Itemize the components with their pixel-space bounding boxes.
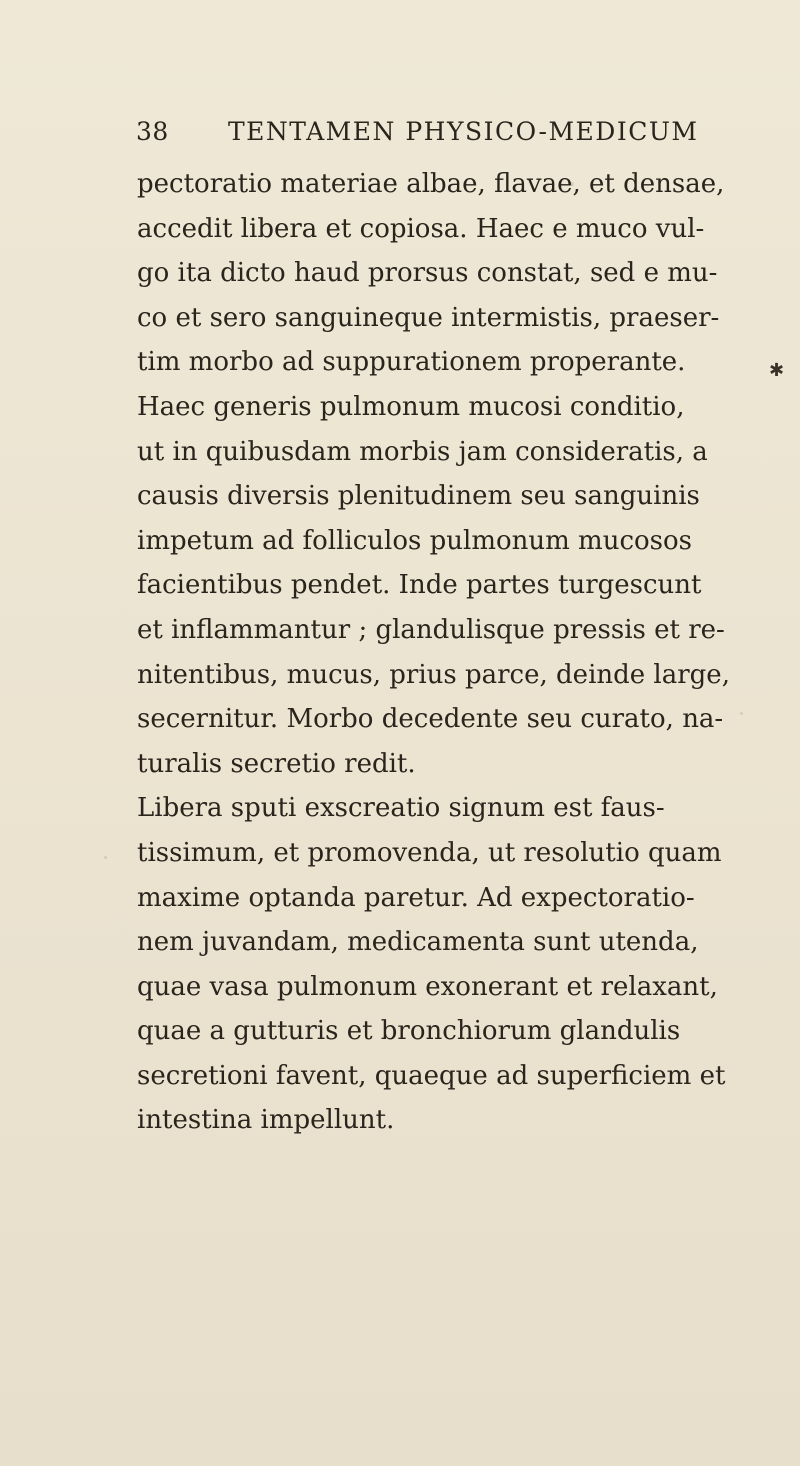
running-title: TENTAMEN PHYSICO-MEDICUM <box>228 117 699 146</box>
body-text: pectoratio materiae albae, flavae, et densae, accedit libera et copiosa. Haec e muco vul- go ita dicto haud prorsus constat, sed e mu- co et sero sanguineque intermistis, praeser- tim morbo ad suppurationem properante. Haec generis pulmonum mucosi conditio, ut in quibusdam morbis jam consideratis, a causis diversis plenitudinem seu sanguinis impetum ad folliculos pulmonum mucosos facientibus pendet. Inde partes turgescunt et inflammantur ; glandulisque pressis et re- nitentibus, mucus, prius parce, deinde large, secernitur. Morbo decedente seu curato, na- turalis secretio redit. Libera sputi exscreatio signum est faus- tissimum, et promovenda, ut resolutio quam maxime optanda paretur. Ad expectoratio- nem juvandam, medicamenta sunt utenda, quae vasa pulmonum exonerant et relaxant, quae a gutturis et bronchiorum glandulis secretioni favent, quaeque ad superficiem et intestina impellunt. <box>137 169 730 1136</box>
paper-spot <box>104 856 107 859</box>
paper-spot <box>740 712 743 715</box>
page-number: 38 <box>136 117 169 146</box>
paper-spot <box>570 182 574 186</box>
marginal-mark-icon: ✱ <box>769 360 785 381</box>
page-header <box>136 112 756 152</box>
